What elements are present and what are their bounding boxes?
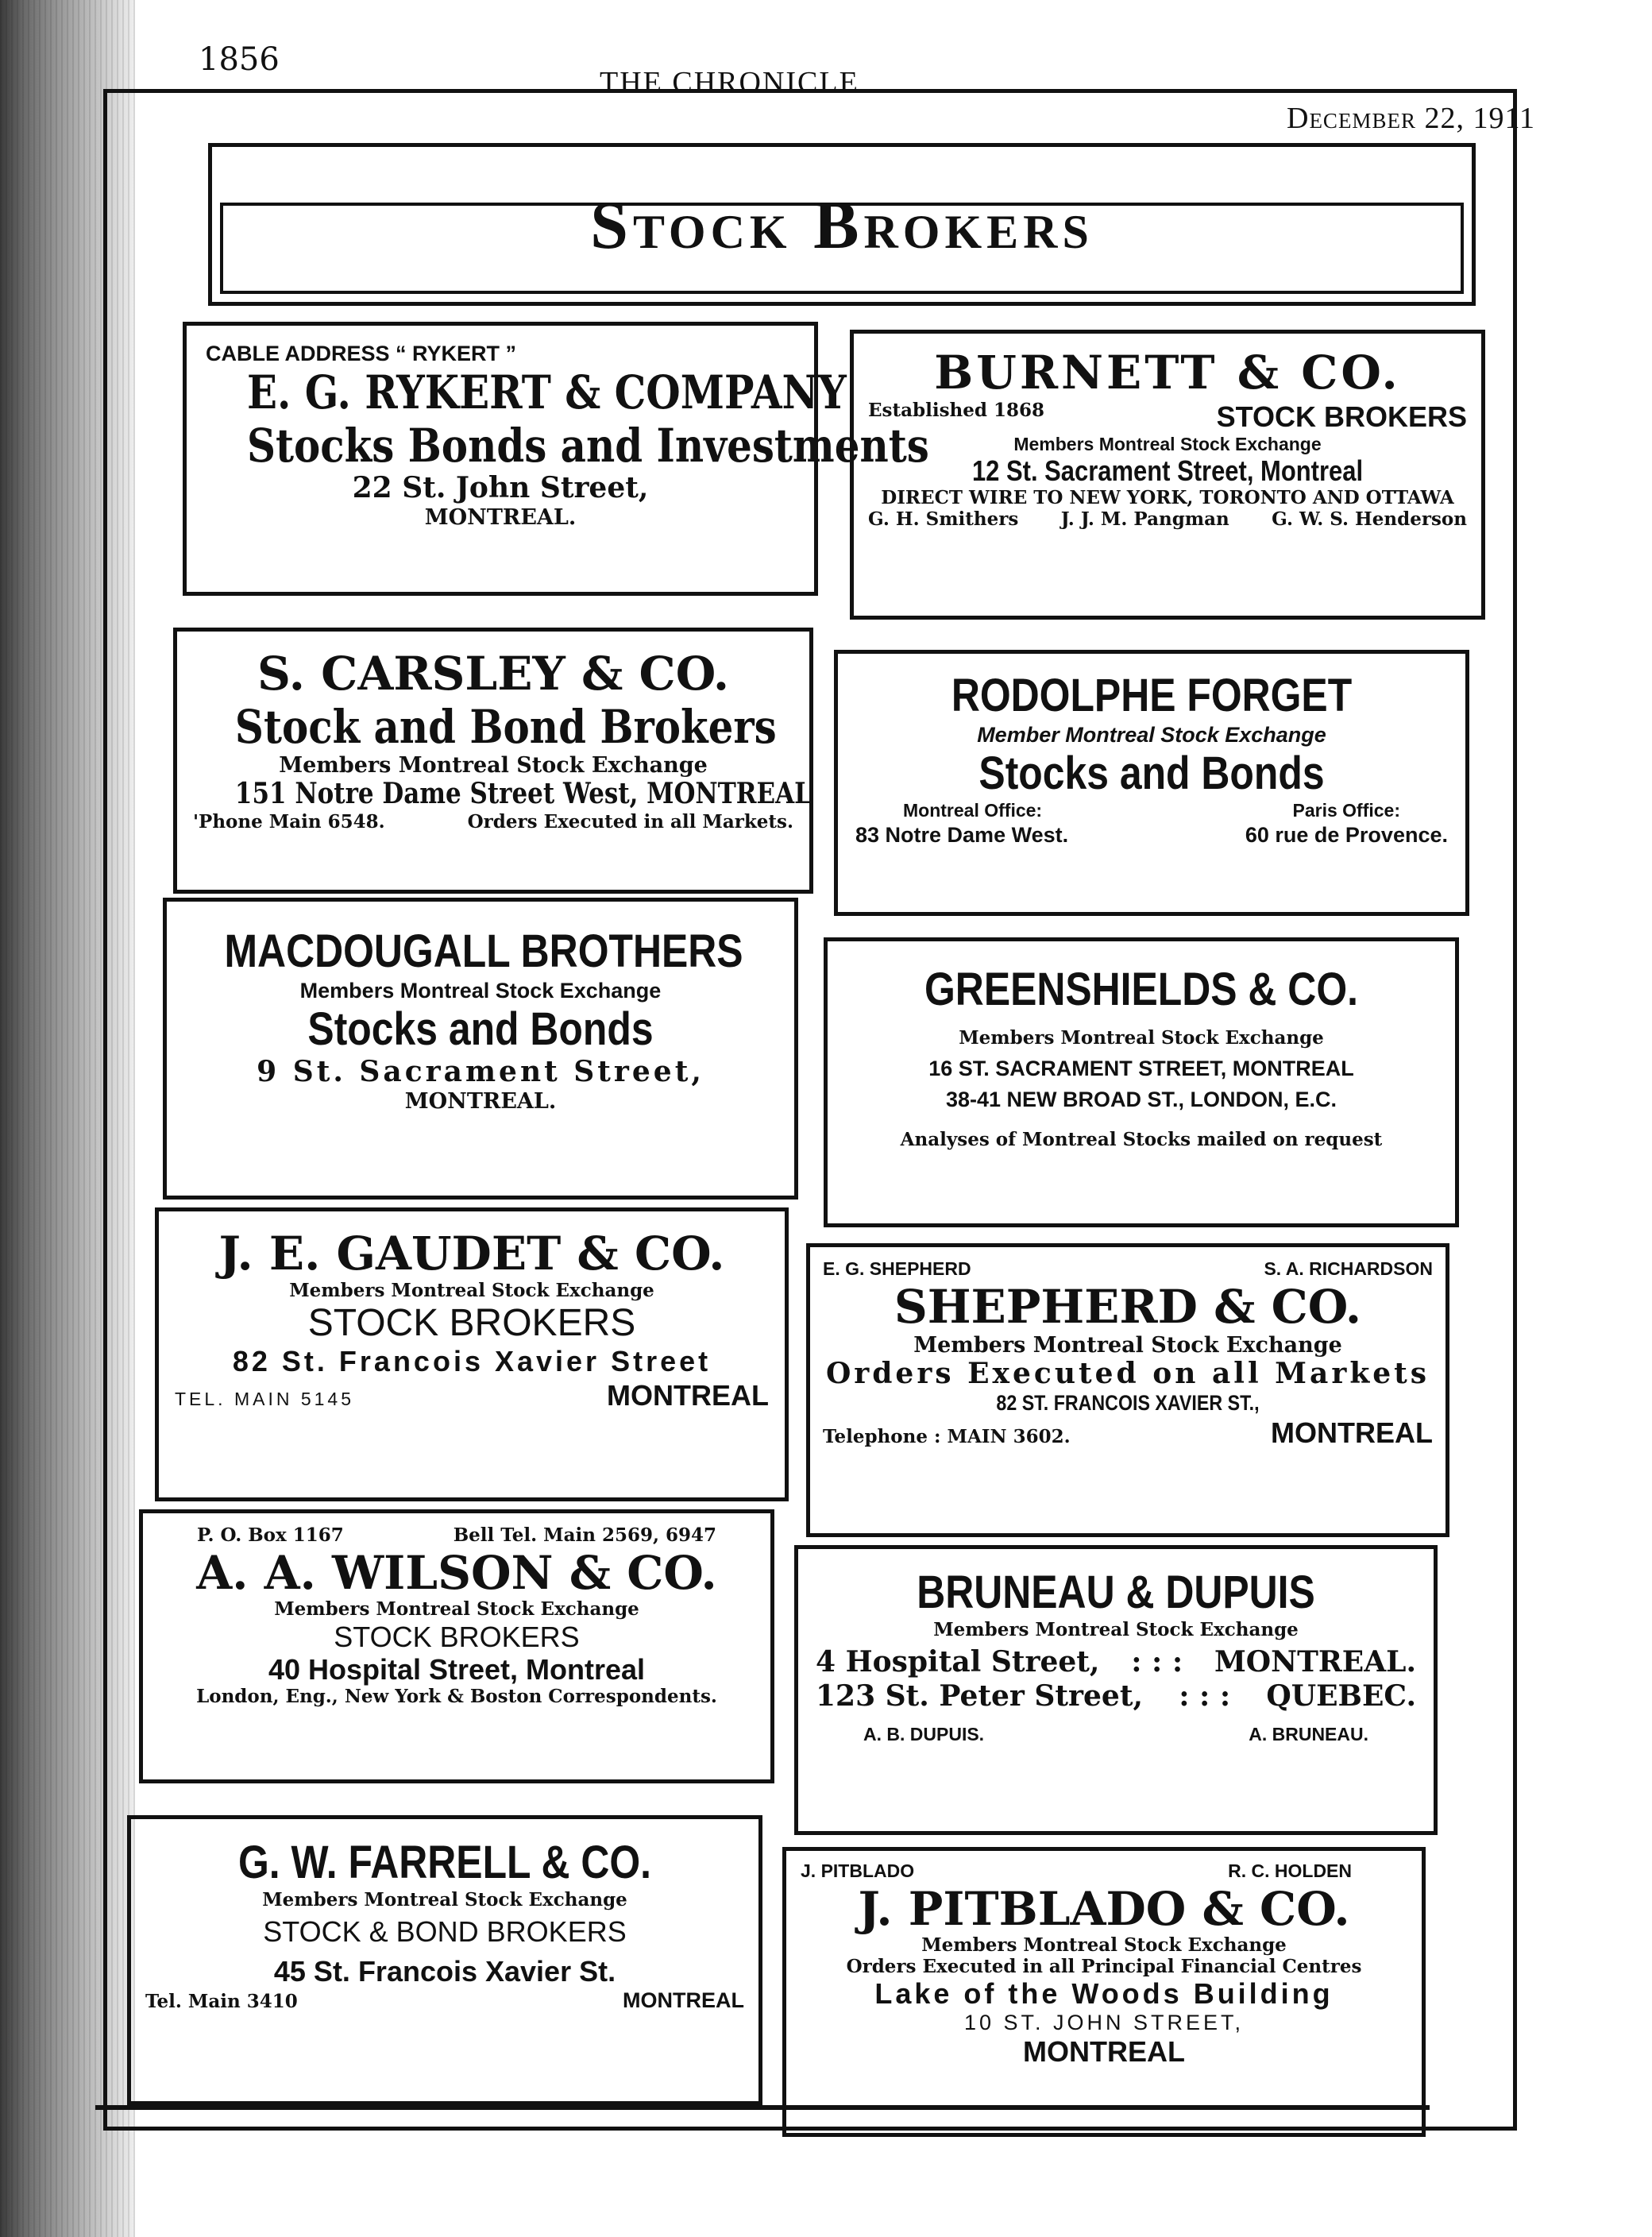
ad-carsley [173, 628, 813, 894]
forget-name: RODOLPHE FORGET [951, 670, 1353, 721]
bruneau-address-1: 4 Hospital Street, [816, 1645, 1100, 1679]
carsley-tagline: Stock and Bond Brokers [234, 699, 777, 754]
burnett-address: 12 St. Sacrament Street, Montreal [971, 454, 1364, 488]
macdougall-name: MACDOUGALL BROTHERS [224, 925, 743, 977]
page-number: 1856 [199, 41, 280, 78]
rykert-address: 22 St. John Street, [352, 471, 649, 505]
pitblado-address: 10 ST. JOHN STREET, [963, 2010, 1245, 2034]
burnett-membership: Members Montreal Stock Exchange [1013, 433, 1322, 454]
farrell-name: G. W. FARRELL & CO. [237, 1837, 652, 1888]
rykert-cable: CABLE ADDRESS “ RYKERT ” [206, 342, 517, 365]
ad-bruneau [794, 1545, 1438, 1835]
macdougall-tagline: Stocks and Bonds [307, 1003, 654, 1055]
greenshields-address-montreal: 16 ST. SACRAMENT STREET, MONTREAL [928, 1057, 1354, 1081]
shepherd-membership: Members Montreal Stock Exchange [913, 1333, 1342, 1358]
wilson-name: A. A. WILSON & CO. [196, 1545, 717, 1600]
bruneau-city-2: QUEBEC. [1266, 1679, 1416, 1713]
burnett-wire: DIRECT WIRE TO NEW YORK, TORONTO AND OTTAWA [881, 486, 1454, 508]
journal-title: THE CHRONICLE. [600, 66, 869, 99]
carsley-address: 151 Notre Dame Street West, MONTREAL [234, 777, 812, 811]
section-title: Stock Brokers [590, 187, 1094, 263]
pitblado-name: J. PITBLADO & CO. [858, 1881, 1350, 1936]
ad-farrell [127, 1815, 762, 2105]
pitblado-partner-1: J. PITBLADO [801, 1860, 915, 1881]
forget-montreal-label: Montreal Office: [903, 800, 1043, 821]
shepherd-partner-1: E. G. SHEPHERD [823, 1258, 971, 1279]
burnett-partner: G. W. S. Henderson [1272, 508, 1467, 531]
wilson-correspondents: London, Eng., New York & Boston Correspondents. [196, 1685, 717, 1707]
pitblado-partner-2: R. C. HOLDEN [1228, 1860, 1352, 1881]
farrell-city: MONTREAL [623, 1988, 744, 2012]
wilson-membership: Members Montreal Stock Exchange [274, 1598, 639, 1621]
rykert-city: MONTREAL. [424, 504, 577, 530]
rykert-name: E. G. RYKERT & COMPANY [246, 365, 847, 420]
forget-membership: Member Montreal Stock Exchange [977, 722, 1326, 747]
section-heading-box [208, 143, 1476, 306]
carsley-name: S. CARSLEY & CO. [257, 647, 730, 701]
pitblado-membership: Members Montreal Stock Exchange [921, 1934, 1287, 1957]
pitblado-city: MONTREAL [1023, 2034, 1185, 2068]
forget-paris-address: 60 rue de Provence. [1245, 823, 1448, 848]
shepherd-city: MONTREAL [1271, 1416, 1433, 1449]
shepherd-tagline: Orders Executed on all Markets [825, 1357, 1430, 1391]
burnett-partner: J. J. M. Pangman [1060, 508, 1229, 531]
issue-date: December 22, 1911 [1287, 102, 1536, 135]
farrell-business: STOCK & BOND BROKERS [263, 1915, 627, 1949]
bruneau-dots-1: : : : [1131, 1645, 1183, 1679]
greenshields-name: GREENSHIELDS & CO. [924, 964, 1358, 1015]
wilson-tel: Bell Tel. Main 2569, 6947 [453, 1524, 716, 1546]
shepherd-tel: Telephone : MAIN 3602. [823, 1425, 1071, 1447]
burnett-partners [868, 508, 1467, 530]
bruneau-partner-2: A. BRUNEAU. [1249, 1723, 1368, 1744]
bruneau-membership: Members Montreal Stock Exchange [933, 1618, 1299, 1640]
farrell-membership: Members Montreal Stock Exchange [262, 1888, 627, 1911]
burnett-partner: G. H. Smithers [868, 508, 1019, 531]
gaudet-name: J. E. GAUDET & CO. [218, 1227, 725, 1281]
macdougall-city: MONTREAL. [404, 1088, 557, 1114]
ad-pitblado [782, 1847, 1426, 2137]
farrell-tel: Tel. Main 3410 [145, 1990, 298, 2012]
burnett-established: Established 1868 [868, 399, 1044, 421]
greenshields-address-london: 38-41 NEW BROAD ST., LONDON, E.C. [945, 1088, 1337, 1112]
ad-greenshields [824, 937, 1459, 1227]
macdougall-membership: Members Montreal Stock Exchange [299, 978, 662, 1003]
bruneau-city-1: MONTREAL. [1214, 1645, 1416, 1679]
gaudet-membership: Members Montreal Stock Exchange [289, 1279, 654, 1301]
carsley-orders: Orders Executed in all Markets. [467, 810, 793, 833]
burnett-business: STOCK BROKERS [1216, 400, 1467, 433]
ad-wilson [139, 1509, 774, 1783]
carsley-membership: Members Montreal Stock Exchange [279, 753, 708, 779]
shepherd-name: SHEPHERD & CO. [894, 1279, 1362, 1334]
wilson-po-box: P. O. Box 1167 [197, 1524, 344, 1546]
gaudet-city: MONTREAL [607, 1378, 769, 1412]
rykert-tagline: Stocks Bonds and Investments [246, 418, 929, 473]
ad-gaudet [155, 1207, 789, 1501]
ad-macdougall [163, 898, 798, 1200]
gaudet-tel: TEL. MAIN 5145 [175, 1388, 355, 1409]
burnett-name: BURNETT & CO. [934, 346, 1401, 400]
bruneau-name: BRUNEAU & DUPUIS [917, 1567, 1315, 1618]
wilson-business: STOCK BROKERS [334, 1620, 580, 1653]
bruneau-dots-2: : : : [1179, 1679, 1231, 1713]
ad-rykert [183, 322, 929, 596]
farrell-address: 45 St. Francois Xavier St. [273, 1954, 616, 1988]
forget-tagline: Stocks and Bonds [978, 747, 1325, 799]
pitblado-orders: Orders Executed in all Principal Financial Centres [846, 1955, 1362, 1977]
forget-paris-label: Paris Office: [1292, 800, 1400, 821]
ad-forget [834, 650, 1469, 916]
shepherd-address: 82 ST. FRANCOIS XAVIER ST., [996, 1390, 1260, 1415]
forget-montreal-address: 83 Notre Dame West. [855, 823, 1069, 848]
gaudet-business: STOCK BROKERS [307, 1302, 636, 1345]
carsley-phone: 'Phone Main 6548. [193, 810, 385, 833]
gaudet-address: 82 St. Francois Xavier Street [232, 1345, 712, 1378]
greenshields-membership: Members Montreal Stock Exchange [959, 1026, 1324, 1049]
greenshields-note: Analyses of Montreal Stocks mailed on request [900, 1129, 1383, 1151]
bruneau-partner-1: A. B. DUPUIS. [863, 1723, 985, 1744]
pitblado-building: Lake of the Woods Building [874, 1977, 1334, 2011]
ad-burnett [850, 330, 1485, 620]
wilson-address: 40 Hospital Street, Montreal [268, 1653, 646, 1686]
bruneau-address-2: 123 St. Peter Street, [816, 1679, 1143, 1713]
ad-shepherd [806, 1243, 1449, 1537]
macdougall-address: 9 St. Sacrament Street, [257, 1055, 704, 1089]
shepherd-partner-2: S. A. RICHARDSON [1264, 1258, 1433, 1279]
